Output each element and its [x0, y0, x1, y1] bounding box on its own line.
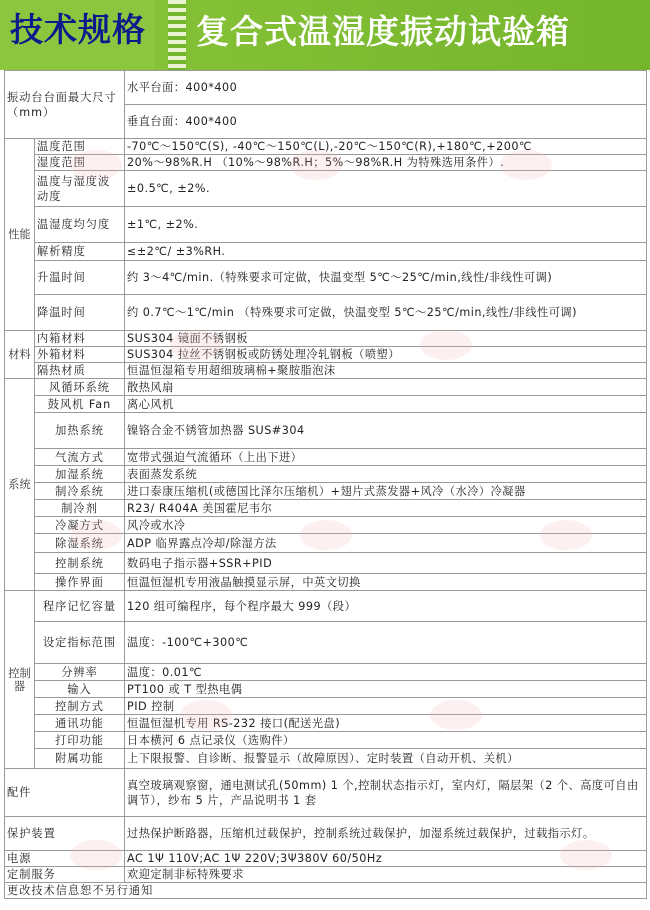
spec-value: SUS304 镜面不锈钢板 — [125, 331, 647, 347]
spec-label: 输入 — [35, 681, 125, 698]
spec-label: 制冷系统 — [35, 483, 125, 500]
spec-label: 气流方式 — [35, 449, 125, 466]
spec-value: 进口泰康压缩机(或德国比泽尔压缩机）+翅片式蒸发器+风冷（水冷）冷凝器 — [125, 483, 647, 500]
table-size-horizontal: 水平台面：400*400 — [125, 71, 647, 105]
accessories-value: 真空玻璃观察窗，通电测试孔(50mm) 1 个,控制状态指示灯，室内灯，隔层架（2 个、高度可自由调节），纱布 5 片，产品说明书 1 套 — [125, 769, 647, 817]
spec-value: 风冷或水冷 — [125, 517, 647, 534]
header-right-title: 复合式温湿度振动试验箱 — [196, 12, 570, 51]
header-separator — [168, 0, 186, 70]
protection-value: 过热保护断路器，压缩机过载保护，控制系统过载保护，加湿系统过载保护，过载指示灯。 — [125, 817, 647, 851]
spec-label: 除湿系统 — [35, 534, 125, 553]
header-left-title: 技术规格 — [10, 10, 146, 49]
spec-label: 操作界面 — [35, 574, 125, 591]
power-value: AC 1Ψ 110V;AC 1Ψ 220V;3Ψ380V 60/50Hz — [125, 851, 647, 867]
spec-label: 隔热材质 — [35, 363, 125, 379]
spec-label: 冷凝方式 — [35, 517, 125, 534]
spec-label: 加热系统 — [35, 413, 125, 449]
spec-label: 控制方式 — [35, 698, 125, 715]
spec-label: 内箱材料 — [35, 331, 125, 347]
spec-value: ±0.5℃, ±2%. — [125, 171, 647, 207]
spec-value: 温度：-100℃+300℃ — [125, 622, 647, 664]
spec-label: 打印功能 — [35, 732, 125, 749]
spec-value: ≤±2℃/ ±3%RH. — [125, 243, 647, 261]
spec-value: 20%～98%R.H （10%～98%R.H；5%～98%R.H 为特殊选用条件）. — [125, 155, 647, 171]
spec-label: 分辨率 — [35, 664, 125, 681]
spec-label: 加湿系统 — [35, 466, 125, 483]
spec-value: PT100 或 T 型热电偶 — [125, 681, 647, 698]
spec-label: 湿度范围 — [35, 155, 125, 171]
spec-value: 表面蒸发系统 — [125, 466, 647, 483]
spec-label: 升温时间 — [35, 261, 125, 295]
spec-value: 宽带式强迫气流循环（上出下进） — [125, 449, 647, 466]
table-size-vertical: 垂直台面：400*400 — [125, 105, 647, 139]
spec-label: 程序记忆容量 — [35, 591, 125, 622]
spec-label: 制冷剂 — [35, 500, 125, 517]
protection-label: 保护装置 — [5, 817, 125, 851]
spec-value: 镍铬合金不锈管加热器 SUS#304 — [125, 413, 647, 449]
table-size-label: 振动台台面最大尺寸（mm） — [5, 71, 125, 139]
spec-value: SUS304 拉丝不锈钢板或防锈处理冷轧钢板（喷塑） — [125, 347, 647, 363]
power-label: 电源 — [5, 851, 125, 867]
spec-value: 温度：0.01℃ — [125, 664, 647, 681]
spec-label: 风循环系统 — [35, 379, 125, 396]
spec-value: 上下限报警、自诊断、报警显示（故障原因）、定时装置（自动开机、关机） — [125, 749, 647, 769]
spec-table — [4, 70, 647, 899]
spec-label: 控制系统 — [35, 553, 125, 574]
spec-value: 恒温恒湿机专用液晶触摸显示屏，中英文切换 — [125, 574, 647, 591]
category-material: 材料 — [5, 331, 35, 379]
spec-label: 附属功能 — [35, 749, 125, 769]
header-banner — [0, 0, 650, 70]
spec-value: 120 组可编程序，每个程序最大 999（段） — [125, 591, 647, 622]
spec-value: ADP 临界露点冷却/除湿方法 — [125, 534, 647, 553]
accessories-label: 配件 — [5, 769, 125, 817]
spec-value: PID 控制 — [125, 698, 647, 715]
spec-value: 恒温恒湿箱专用超细玻璃棉+聚胺脂泡沫 — [125, 363, 647, 379]
category-controller: 控制器 — [5, 591, 35, 769]
footer-note: 更改技术信息恕不另行通知 — [5, 883, 647, 899]
spec-label: 降温时间 — [35, 295, 125, 331]
spec-value: ±1℃, ±2%. — [125, 207, 647, 243]
spec-label: 鼓风机 Fan — [35, 396, 125, 413]
custom-value: 欢迎定制非标特殊要求 — [125, 867, 647, 883]
spec-value: 恒温恒湿机专用 RS-232 接口(配送光盘) — [125, 715, 647, 732]
spec-label: 温湿度均匀度 — [35, 207, 125, 243]
spec-label: 解析精度 — [35, 243, 125, 261]
category-performance: 性能 — [5, 139, 35, 331]
spec-label: 外箱材料 — [35, 347, 125, 363]
spec-label: 设定指标范围 — [35, 622, 125, 664]
custom-label: 定制服务 — [5, 867, 125, 883]
spec-label: 温度与湿度波动度 — [35, 171, 125, 207]
spec-value: 离心风机 — [125, 396, 647, 413]
spec-value: 日本横河 6 点记录仪（选购件） — [125, 732, 647, 749]
spec-value: 约 3～4℃/min.（特殊要求可定做，快温变型 5℃～25℃/min,线性/非线性可调) — [125, 261, 647, 295]
spec-value: 散热风扇 — [125, 379, 647, 396]
spec-label: 通讯功能 — [35, 715, 125, 732]
spec-label: 温度范围 — [35, 139, 125, 155]
spec-value: -70℃～150℃(S), -40℃～150℃(L),-20℃～150℃(R),+180℃,+200℃ — [125, 139, 647, 155]
spec-value: R23/ R404A 美国霍尼韦尔 — [125, 500, 647, 517]
category-system: 系统 — [5, 379, 35, 591]
spec-value: 约 0.7℃～1℃/min （特殊要求可定做，快温变型 5℃～25℃/min,线性/非线性可调) — [125, 295, 647, 331]
spec-value: 数码电子指示器+SSR+PID — [125, 553, 647, 574]
